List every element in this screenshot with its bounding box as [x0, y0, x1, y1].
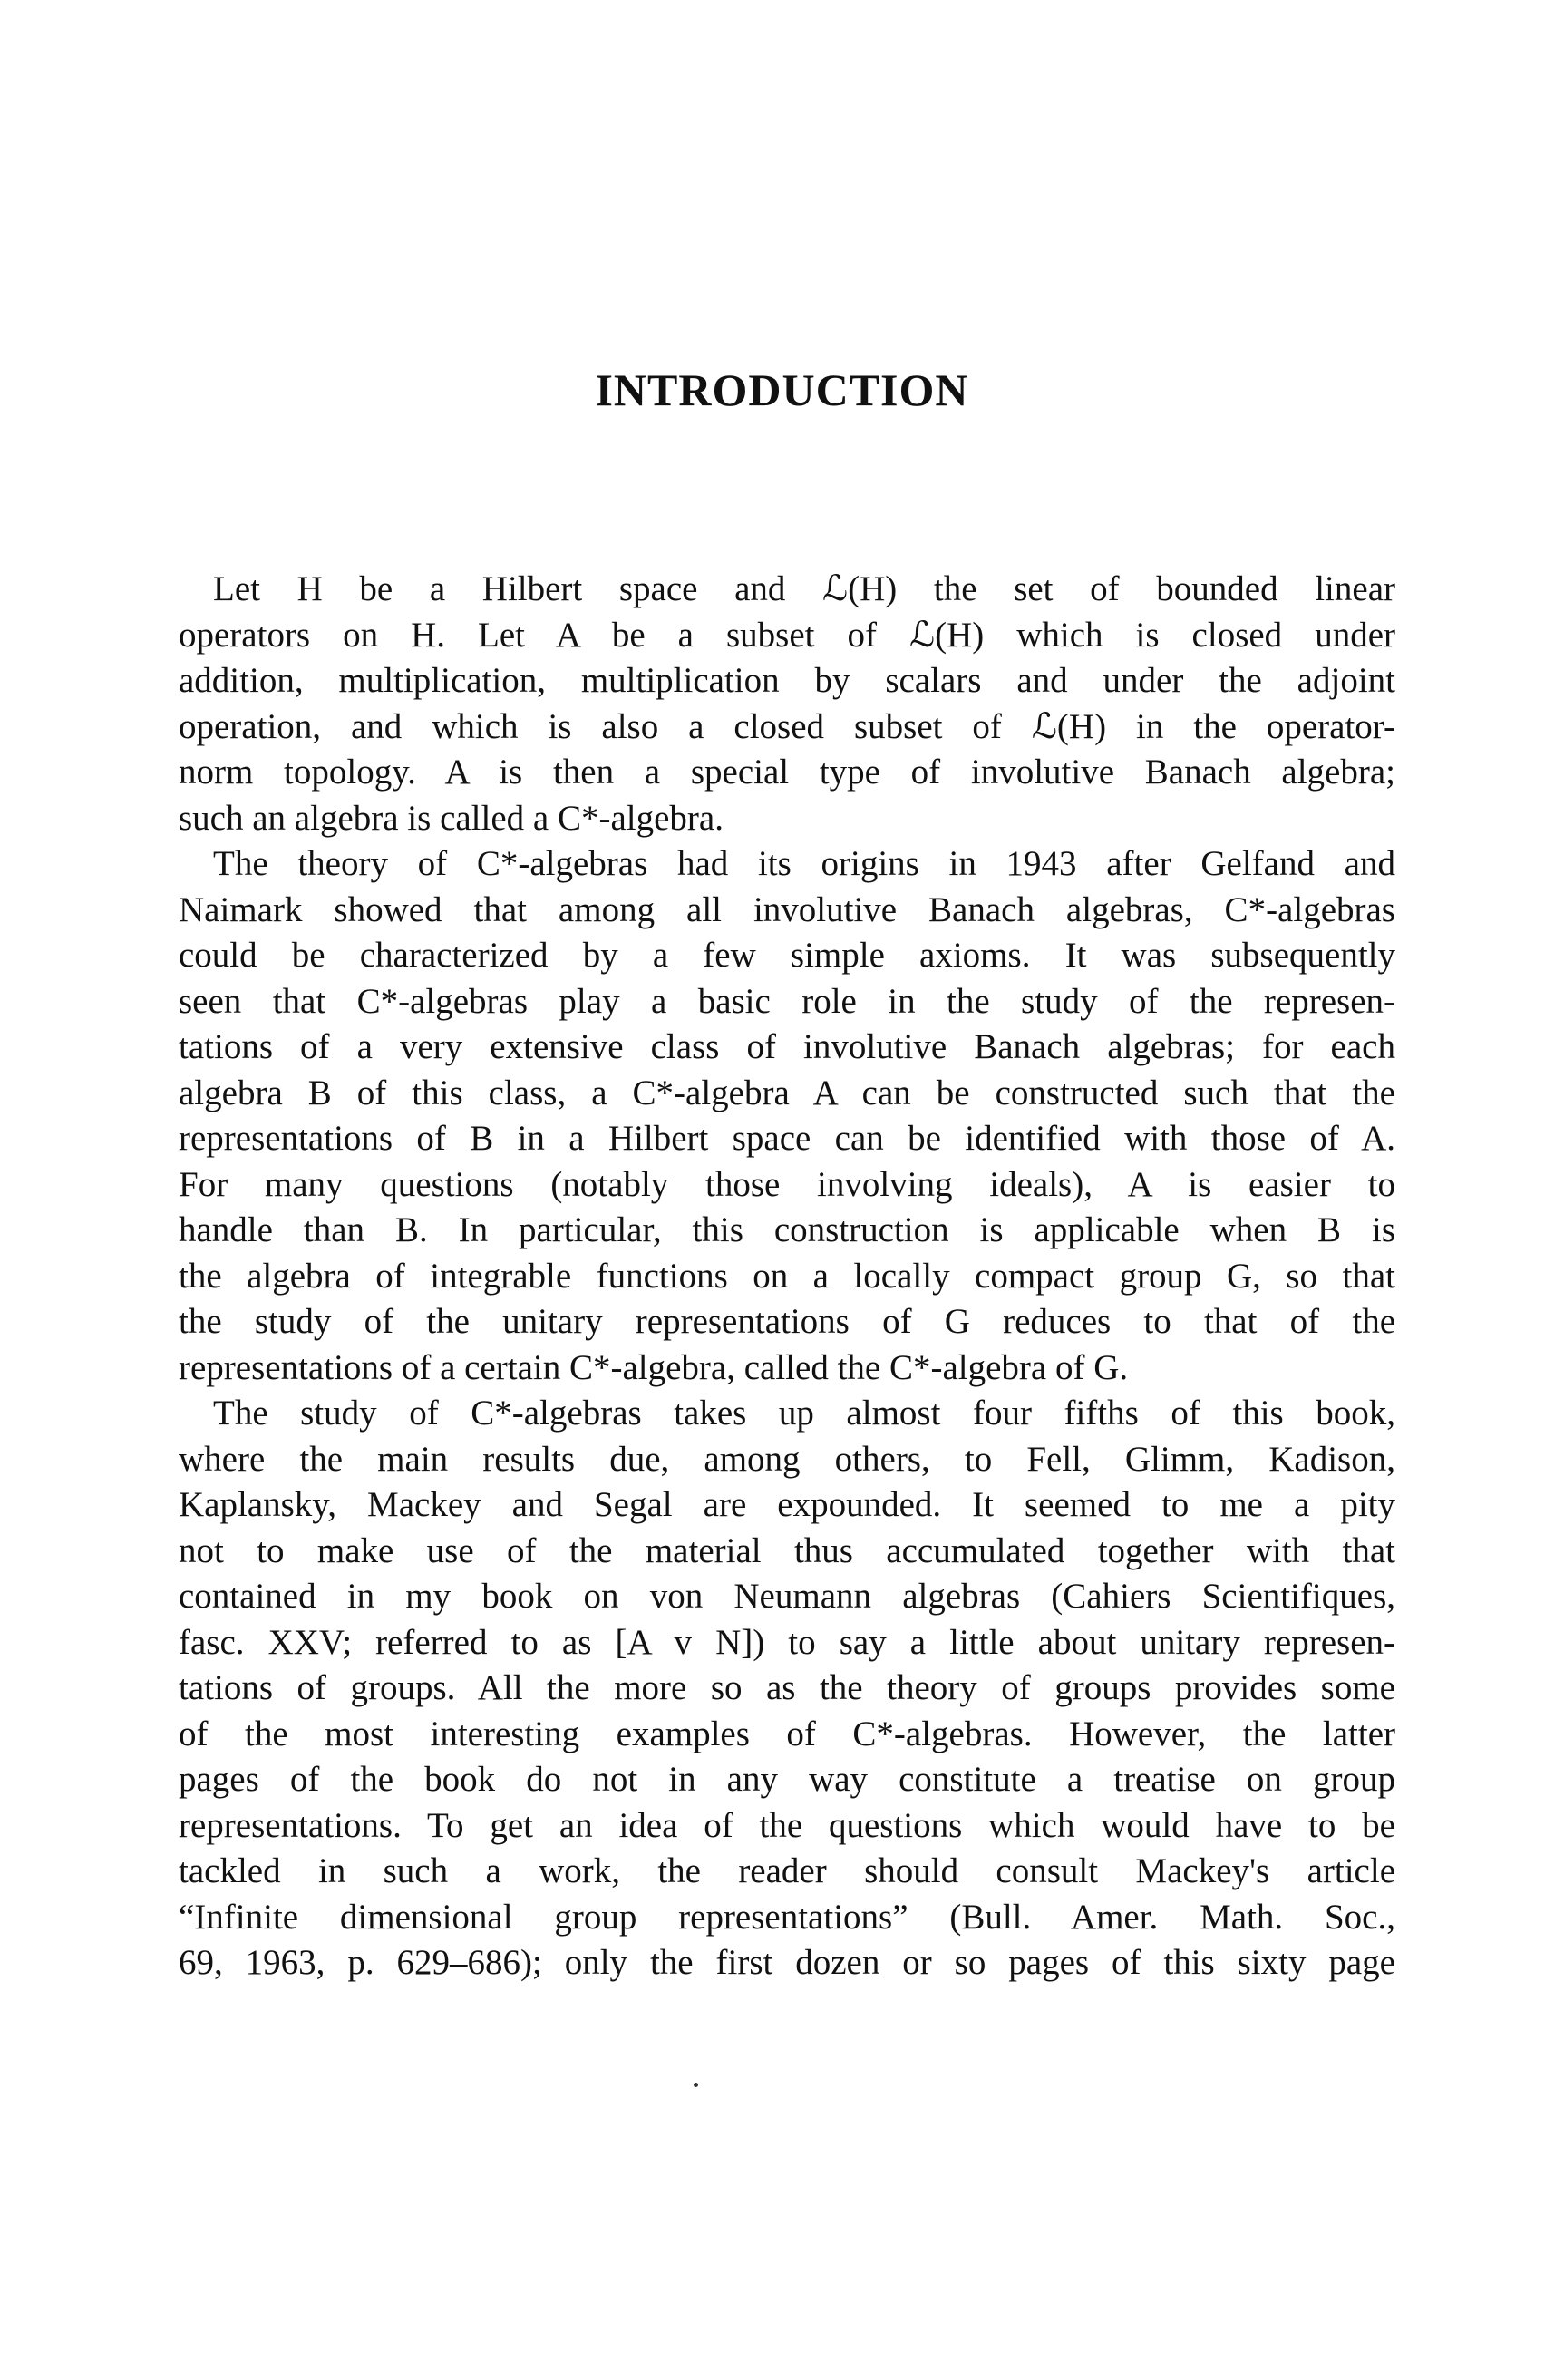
- text-line: The study of C*-algebras takes up almost four fifths of this book,: [213, 1394, 1395, 1433]
- text-line: the algebra of integrable functions on a locally compact group G, so that: [179, 1256, 1395, 1296]
- text-line: algebra B of this class, a C*-algebra A can be constructed such that the: [179, 1073, 1395, 1112]
- text-line: 69, 1963, p. 629–686); only the first dozen or so pages of this sixty page: [179, 1943, 1395, 1982]
- paragraph-2: [179, 841, 1395, 1391]
- text-line: the study of the unitary representations of G reduces to that of the: [179, 1302, 1395, 1341]
- text-line: The theory of C*-algebras had its origins in 1943 after Gelfand and: [213, 844, 1395, 883]
- text-line: not to make use of the material thus accumulated together with that: [179, 1530, 1395, 1570]
- text-line: representations of a certain C*-algebra, called the C*-algebra of G.: [179, 1347, 1129, 1387]
- text-line: such an algebra is called a C*-algebra.: [179, 798, 724, 838]
- text-line: “Infinite dimensional group representations” (Bull. Amer. Math. Soc.,: [179, 1897, 1395, 1937]
- text-line: Let H be a Hilbert space and ℒ(H) the set of bounded linear: [213, 569, 1395, 608]
- text-line: could be characterized by a few simple axioms. It was subsequently: [179, 936, 1395, 975]
- text-line: fasc. XXV; referred to as [A v N]) to say a little about unitary represen-: [179, 1622, 1395, 1662]
- text-line: representations of B in a Hilbert space can be identified with those of A.: [179, 1119, 1395, 1158]
- text-line: For many questions (notably those involving ideals), A is easier to: [179, 1164, 1395, 1204]
- text-line: Kaplansky, Mackey and Segal are expounded. It seemed to me a pity: [179, 1485, 1395, 1524]
- text-line: of the most interesting examples of C*-algebras. However, the latter: [179, 1714, 1395, 1753]
- text-line: Naimark showed that among all involutive Banach algebras, C*-algebras: [179, 889, 1395, 929]
- text-line: representations. To get an idea of the questions which would have to be: [179, 1805, 1395, 1845]
- text-line: addition, multiplication, multiplication by scalars and under the adjoint: [179, 661, 1395, 700]
- paragraph-3: [179, 1391, 1395, 1987]
- body-text: [179, 567, 1395, 1987]
- text-line: where the main results due, among others, to Fell, Glimm, Kadison,: [179, 1439, 1395, 1479]
- text-line: contained in my book on von Neumann algebras (Cahiers Scientifiques,: [179, 1577, 1395, 1616]
- page-title: INTRODUCTION: [595, 364, 969, 415]
- text-line: tackled in such a work, the reader should consult Mackey's article: [179, 1851, 1395, 1890]
- text-line: operators on H. Let A be a subset of ℒ(H) which is closed under: [179, 615, 1395, 655]
- text-line: handle than B. In particular, this construction is applicable when B is: [179, 1210, 1395, 1249]
- text-line: norm topology. A is then a special type of involutive Banach algebra;: [179, 753, 1395, 792]
- text-line: seen that C*-algebras play a basic role in the study of the represen-: [179, 981, 1395, 1021]
- text-line: pages of the book do not in any way constitute a treatise on group: [179, 1760, 1395, 1799]
- text-line: operation, and which is also a closed subset of ℒ(H) in the operator-: [179, 706, 1395, 746]
- text-line: tations of groups. All the more so as the theory of groups provides some: [179, 1668, 1395, 1707]
- text-line: tations of a very extensive class of involutive Banach algebras; for each: [179, 1027, 1395, 1066]
- paragraph-1: [179, 567, 1395, 841]
- print-speck: [694, 2083, 698, 2087]
